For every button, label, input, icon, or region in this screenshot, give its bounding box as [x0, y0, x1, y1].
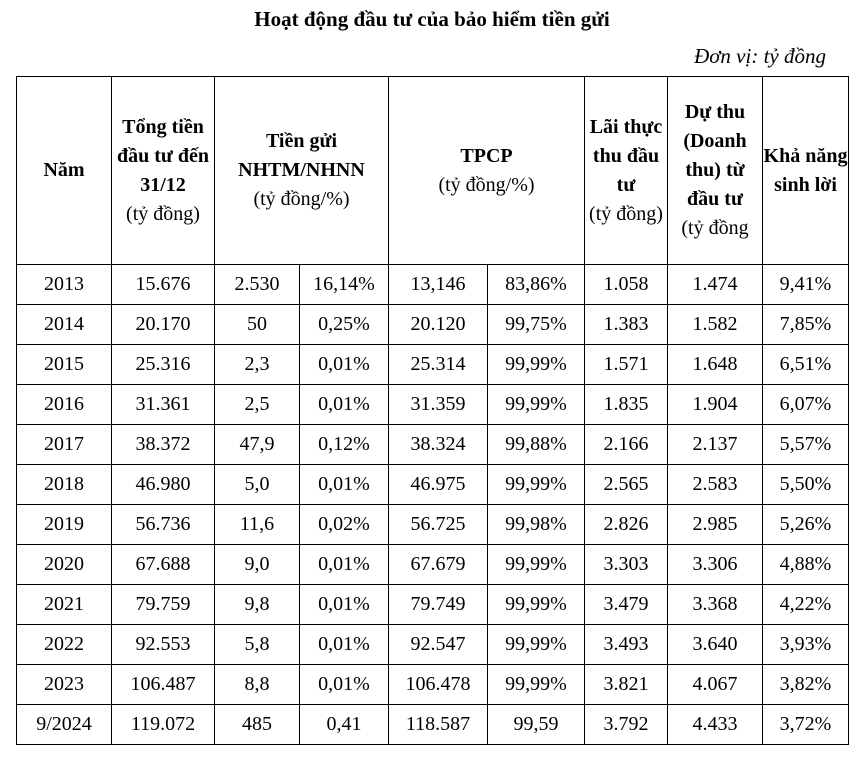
cell-year: 2017 [17, 425, 112, 465]
header-deposit-label: Tiền gửi NHTM/NHNN [238, 130, 365, 181]
cell-expected: 2.583 [668, 465, 763, 505]
table-row [17, 705, 849, 745]
header-expected-unit: (tỷ đồng [681, 217, 749, 239]
table-row [17, 265, 849, 305]
cell-realized: 1.835 [585, 385, 668, 425]
cell-tpcp-amount: 46.975 [389, 465, 488, 505]
cell-deposit-amount: 9,0 [215, 545, 300, 585]
table-row [17, 505, 849, 545]
cell-realized: 3.303 [585, 545, 668, 585]
cell-deposit-amount: 2,5 [215, 385, 300, 425]
cell-realized: 2.826 [585, 505, 668, 545]
table-row [17, 585, 849, 625]
cell-tpcp-pct: 99,75% [488, 305, 585, 345]
cell-profitability: 5,57% [763, 425, 849, 465]
cell-deposit-pct: 16,14% [300, 265, 389, 305]
cell-deposit-pct: 0,01% [300, 345, 389, 385]
cell-profitability: 5,50% [763, 465, 849, 505]
cell-total: 119.072 [112, 705, 215, 745]
cell-profitability: 6,07% [763, 385, 849, 425]
cell-deposit-amount: 2.530 [215, 265, 300, 305]
cell-realized: 1.383 [585, 305, 668, 345]
cell-profitability: 4,22% [763, 585, 849, 625]
cell-tpcp-pct: 99,99% [488, 385, 585, 425]
cell-expected: 1.474 [668, 265, 763, 305]
cell-profitability: 7,85% [763, 305, 849, 345]
cell-expected: 1.904 [668, 385, 763, 425]
cell-total: 67.688 [112, 545, 215, 585]
cell-realized: 2.565 [585, 465, 668, 505]
table-title: Hoạt động đầu tư của bảo hiểm tiền gửi [254, 7, 610, 31]
cell-year: 9/2024 [17, 705, 112, 745]
header-tpcp [389, 77, 585, 265]
cell-deposit-amount: 11,6 [215, 505, 300, 545]
cell-deposit-amount: 2,3 [215, 345, 300, 385]
cell-year: 2015 [17, 345, 112, 385]
header-total-unit: (tỷ đồng) [126, 202, 200, 225]
cell-total: 46.980 [112, 465, 215, 505]
cell-year: 2014 [17, 305, 112, 345]
cell-expected: 2.137 [668, 425, 763, 465]
cell-total: 106.487 [112, 665, 215, 705]
cell-profitability: 3,82% [763, 665, 849, 705]
cell-tpcp-amount: 31.359 [389, 385, 488, 425]
cell-tpcp-amount: 25.314 [389, 345, 488, 385]
header-expected-label: Dự thu (Doanh thu) từ đầu tư [683, 101, 747, 210]
cell-profitability: 5,26% [763, 505, 849, 545]
cell-year: 2016 [17, 385, 112, 425]
cell-tpcp-pct: 83,86% [488, 265, 585, 305]
cell-deposit-pct: 0,01% [300, 665, 389, 705]
header-tpcp-label: TPCP [460, 144, 513, 167]
cell-year: 2020 [17, 545, 112, 585]
cell-deposit-pct: 0,25% [300, 305, 389, 345]
cell-expected: 3.368 [668, 585, 763, 625]
cell-deposit-pct: 0,01% [300, 465, 389, 505]
cell-year: 2021 [17, 585, 112, 625]
cell-tpcp-amount: 92.547 [389, 625, 488, 665]
cell-tpcp-pct: 99,99% [488, 625, 585, 665]
cell-realized: 1.058 [585, 265, 668, 305]
cell-expected: 4.067 [668, 665, 763, 705]
cell-year: 2018 [17, 465, 112, 505]
cell-year: 2022 [17, 625, 112, 665]
table-row [17, 425, 849, 465]
cell-year: 2013 [17, 265, 112, 305]
cell-realized: 3.821 [585, 665, 668, 705]
table-row [17, 305, 849, 345]
cell-tpcp-amount: 20.120 [389, 305, 488, 345]
cell-deposit-pct: 0,12% [300, 425, 389, 465]
investment-table [16, 76, 849, 745]
cell-tpcp-pct: 99,99% [488, 465, 585, 505]
table-row [17, 545, 849, 585]
cell-profitability: 6,51% [763, 345, 849, 385]
cell-tpcp-amount: 38.324 [389, 425, 488, 465]
header-realized [585, 77, 668, 265]
header-row [17, 77, 849, 265]
cell-deposit-pct: 0,01% [300, 545, 389, 585]
header-total-label: Tổng tiền đầu tư đến 31/12 [116, 115, 210, 196]
cell-deposit-amount: 485 [215, 705, 300, 745]
cell-expected: 2.985 [668, 505, 763, 545]
table-row [17, 345, 849, 385]
header-tpcp-unit: (tỷ đồng/%) [438, 173, 535, 196]
cell-total: 56.736 [112, 505, 215, 545]
cell-deposit-pct: 0,02% [300, 505, 389, 545]
cell-expected: 3.640 [668, 625, 763, 665]
cell-profitability: 4,88% [763, 545, 849, 585]
cell-tpcp-amount: 67.679 [389, 545, 488, 585]
header-realized-label: Lãi thực thu đầu tư [589, 115, 663, 196]
cell-tpcp-pct: 99,99% [488, 585, 585, 625]
header-year: Năm [17, 77, 112, 265]
cell-realized: 3.792 [585, 705, 668, 745]
cell-deposit-amount: 47,9 [215, 425, 300, 465]
cell-expected: 1.582 [668, 305, 763, 345]
cell-deposit-pct: 0,01% [300, 625, 389, 665]
cell-deposit-pct: 0,01% [300, 385, 389, 425]
cell-deposit-amount: 50 [215, 305, 300, 345]
cell-total: 31.361 [112, 385, 215, 425]
header-expected [668, 77, 763, 265]
cell-tpcp-pct: 99,99% [488, 545, 585, 585]
cell-deposit-pct: 0,01% [300, 585, 389, 625]
cell-tpcp-amount: 118.587 [389, 705, 488, 745]
cell-deposit-pct: 0,41 [300, 705, 389, 745]
cell-profitability: 9,41% [763, 265, 849, 305]
cell-expected: 4.433 [668, 705, 763, 745]
cell-total: 15.676 [112, 265, 215, 305]
header-total [112, 77, 215, 265]
header-realized-unit: (tỷ đồng) [589, 202, 663, 225]
cell-expected: 3.306 [668, 545, 763, 585]
cell-tpcp-amount: 56.725 [389, 505, 488, 545]
table-row [17, 665, 849, 705]
cell-year: 2023 [17, 665, 112, 705]
cell-tpcp-amount: 79.749 [389, 585, 488, 625]
cell-tpcp-pct: 99,59 [488, 705, 585, 745]
table-row [17, 385, 849, 425]
cell-deposit-amount: 8,8 [215, 665, 300, 705]
cell-tpcp-pct: 99,99% [488, 665, 585, 705]
cell-total: 92.553 [112, 625, 215, 665]
cell-realized: 1.571 [585, 345, 668, 385]
table-row [17, 625, 849, 665]
table-body [17, 265, 849, 745]
header-deposit [215, 77, 389, 265]
cell-deposit-amount: 5,0 [215, 465, 300, 505]
table-row [17, 465, 849, 505]
cell-year: 2019 [17, 505, 112, 545]
cell-total: 79.759 [112, 585, 215, 625]
header-profitability: Khả năng sinh lời [763, 77, 849, 265]
cell-tpcp-pct: 99,88% [488, 425, 585, 465]
cell-realized: 2.166 [585, 425, 668, 465]
cell-tpcp-pct: 99,98% [488, 505, 585, 545]
cell-realized: 3.493 [585, 625, 668, 665]
cell-tpcp-pct: 99,99% [488, 345, 585, 385]
header-deposit-unit: (tỷ đồng/%) [253, 188, 350, 210]
cell-realized: 3.479 [585, 585, 668, 625]
cell-deposit-amount: 9,8 [215, 585, 300, 625]
cell-expected: 1.648 [668, 345, 763, 385]
cell-profitability: 3,72% [763, 705, 849, 745]
cell-total: 38.372 [112, 425, 215, 465]
cell-tpcp-amount: 106.478 [389, 665, 488, 705]
cell-deposit-amount: 5,8 [215, 625, 300, 665]
cell-total: 25.316 [112, 345, 215, 385]
cell-profitability: 3,93% [763, 625, 849, 665]
cell-tpcp-amount: 13,146 [389, 265, 488, 305]
unit-note: Đơn vị: tỷ đồng [694, 44, 826, 68]
cell-total: 20.170 [112, 305, 215, 345]
